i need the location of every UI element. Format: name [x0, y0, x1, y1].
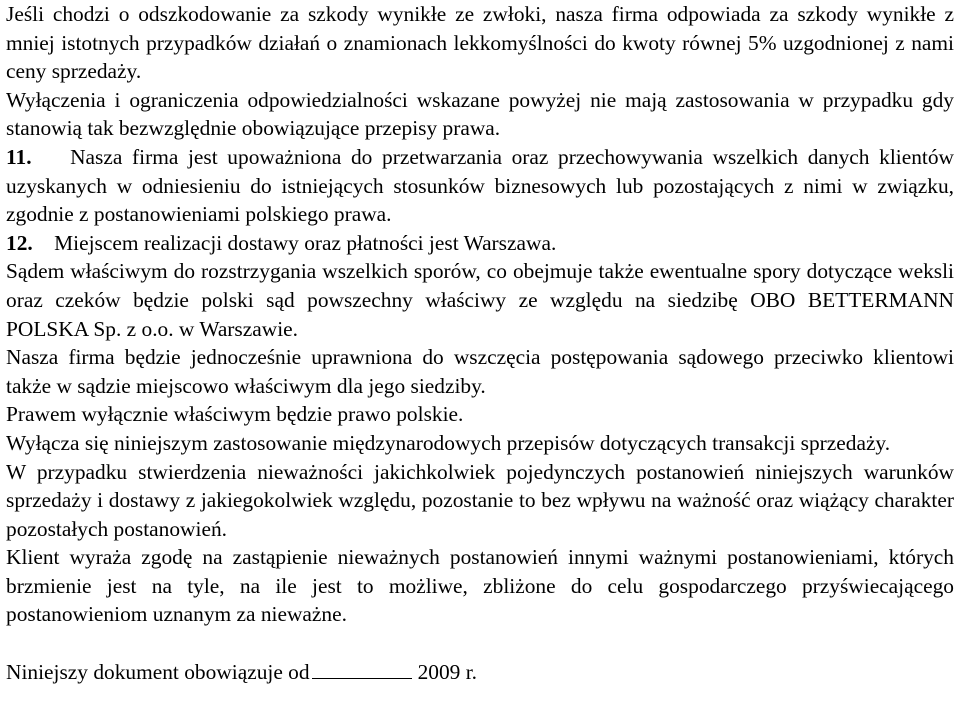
- effective-date-suffix: 2009 r.: [417, 659, 477, 684]
- section-12: [6, 229, 954, 258]
- paragraph-severability: W przypadku stwierdzenia nieważności jakichkolwiek pojedynczych postanowień niniejszych warunków sprzedaży i dostawy z jakiegokolwiek względu, pozostanie to bez wpływu na ważność oraz wiążący charakter pozostałych postanowień.: [6, 459, 954, 541]
- section-12-number: 12.: [6, 230, 33, 255]
- effective-date-line: [6, 658, 954, 687]
- section-11-text: Nasza firma jest upoważniona do przetwarzania oraz przechowywania wszelkich danych klientów uzyskanych w odniesieniu do istniejących stosunków biznesowych lub pozostających z nimi w związku, zgodnie z postanowieniami polskiego prawa.: [6, 144, 954, 227]
- blank-line: [6, 629, 954, 658]
- paragraph-jurisdiction: Sądem właściwym do rozstrzygania wszelkich sporów, co obejmuje także ewentualne spory dotyczące weksli oraz czeków będzie polski sąd powszechny właściwy ze względu na siedzibę OBO BETTERMANN POLSKA Sp. z o.o. w Warszawie.: [6, 259, 954, 341]
- effective-date-prefix: Niniejszy dokument obowiązuje od: [6, 659, 310, 684]
- paragraph-governing-law: Prawem wyłącznie właściwym będzie prawo polskie.: [6, 402, 464, 427]
- section-12-text: Miejscem realizacji dostawy oraz płatności jest Warszawa.: [54, 230, 557, 255]
- section-11: [6, 143, 954, 229]
- paragraph-exclusions: Wyłączenia i ograniczenia odpowiedzialności wskazane powyżej nie mają zastosowania w przypadku gdy stanowią tak bezwzględnie obowiązujące przepisy prawa.: [6, 87, 954, 141]
- document-page: [6, 0, 954, 686]
- paragraph-international-exclusion: Wyłącza się niniejszym zastosowanie międzynarodowych przepisów dotyczących transakcji sprzedaży.: [6, 430, 891, 455]
- paragraph-damages-delay: Jeśli chodzi o odszkodowanie za szkody wynikłe ze zwłoki, nasza firma odpowiada za szkody wynikłe z mniej istotnych przypadków działań o znamionach lekkomyślności do kwoty równej 5% uzgodnionej z nami ceny sprzedaży.: [6, 2, 954, 84]
- date-blank-line: [312, 660, 412, 679]
- paragraph-replacement: Klient wyraża zgodę na zastąpienie nieważnych postanowień innymi ważnymi postanowieniami, których brzmienie jest na tyle, na ile jest to możliwe, zbliżone do celu gospodarczego przyświecającego postanowieniom uznanym za nieważne.: [6, 545, 954, 627]
- paragraph-customer-court: Nasza firma będzie jednocześnie uprawniona do wszczęcia postępowania sądowego przeciwko klientowi także w sądzie miejscowo właściwym dla jego siedziby.: [6, 345, 954, 398]
- section-11-number: 11.: [6, 144, 32, 169]
